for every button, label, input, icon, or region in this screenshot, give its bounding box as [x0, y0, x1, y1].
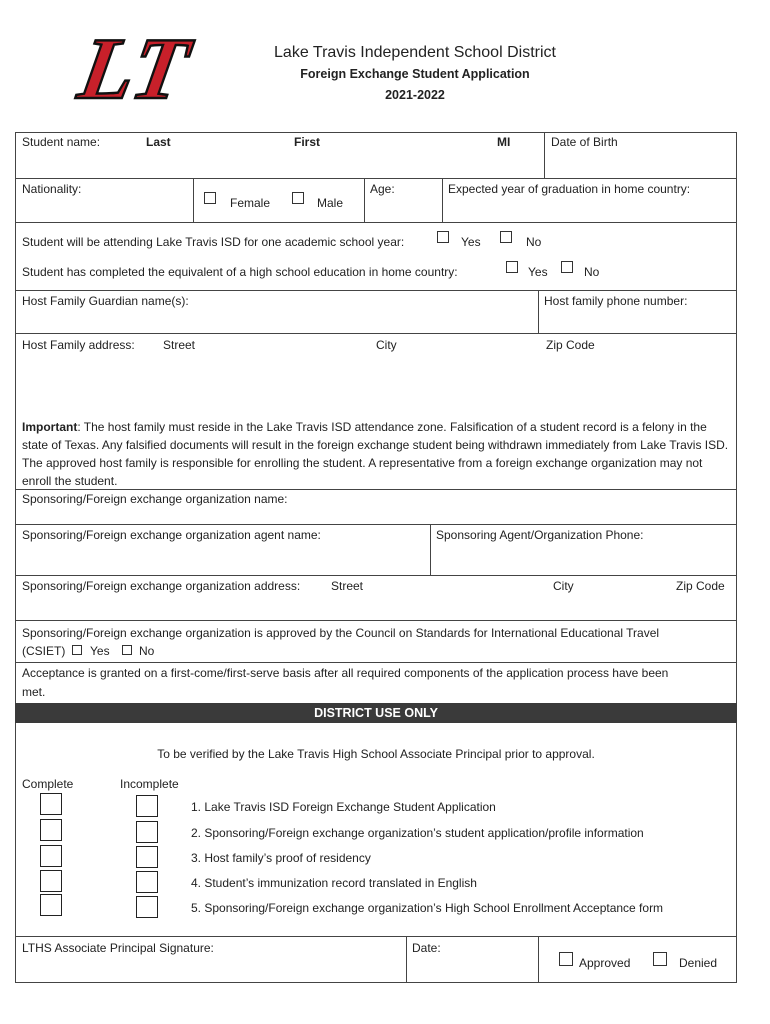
district-use-banner: DISTRICT USE ONLY [15, 703, 737, 723]
acceptance-line-2: met. [22, 685, 46, 699]
high-school-yes-label: Yes [528, 265, 548, 279]
logo-letters: LT [72, 20, 196, 118]
host-guardian-label: Host Family Guardian name(s): [22, 294, 189, 308]
checklist-item-4: 4. Student’s immunization record translated in English [191, 876, 477, 890]
host-address-label: Host Family address: [22, 338, 135, 352]
high-school-no-checkbox[interactable] [561, 261, 573, 273]
sponsor-address-label: Sponsoring/Foreign exchange organization address: [22, 579, 301, 593]
csiet-yes-label: Yes [90, 644, 110, 658]
checklist-item-2: 2. Sponsoring/Foreign exchange organization’s student application/profile information [191, 826, 644, 840]
csiet-no-checkbox[interactable] [122, 645, 132, 655]
principal-signature-label: LTHS Associate Principal Signature: [22, 941, 214, 955]
host-phone-label: Host family phone number: [544, 294, 688, 308]
academic-year-no-label: No [526, 235, 542, 249]
approved-checkbox[interactable] [559, 952, 573, 966]
approved-label: Approved [579, 956, 631, 970]
incomplete-column-label: Incomplete [120, 777, 179, 791]
sponsor-city-label: City [553, 579, 574, 593]
logo-graphic [72, 18, 204, 118]
last-name-label: Last [146, 135, 171, 149]
csiet-abbreviation: (CSIET) [22, 644, 66, 658]
item-3-incomplete-checkbox[interactable] [136, 846, 158, 868]
sponsor-agent-name-label: Sponsoring/Foreign exchange organization agent name: [22, 528, 321, 542]
form-year: 2021-2022 [385, 88, 445, 102]
checklist-item-1: 1. Lake Travis ISD Foreign Exchange Student Application [191, 800, 496, 814]
item-5-complete-checkbox[interactable] [40, 894, 62, 916]
verification-note: To be verified by the Lake Travis High School Associate Principal prior to approval. [157, 747, 595, 761]
academic-year-yes-checkbox[interactable] [437, 231, 449, 243]
important-text: : The host family must reside in the Lake Travis ISD attendance zone. Falsification of a student record is a felony in the state of Texas. Any falsified documents will result in the foreign exchange student being withdrawn immediately from Lake Travis ISD. The approved host family is responsible for enrolling the student. A representative from a foreign exchange organization may not enroll the student. [22, 420, 729, 488]
csiet-yes-checkbox[interactable] [72, 645, 82, 655]
date-of-birth-label: Date of Birth [551, 135, 618, 149]
sponsor-agent-phone-label: Sponsoring Agent/Organization Phone: [436, 528, 644, 542]
item-2-complete-checkbox[interactable] [40, 819, 62, 841]
item-2-incomplete-checkbox[interactable] [136, 821, 158, 843]
middle-initial-label: MI [497, 135, 511, 149]
checklist-item-3: 3. Host family’s proof of residency [191, 851, 371, 865]
host-street-label: Street [163, 338, 196, 352]
female-label: Female [230, 196, 271, 210]
complete-column-label: Complete [22, 777, 74, 791]
sponsor-org-name-label: Sponsoring/Foreign exchange organization name: [22, 492, 288, 506]
signature-date-label: Date: [412, 941, 441, 955]
academic-year-yes-label: Yes [461, 235, 481, 249]
important-heading: Important [22, 420, 78, 434]
item-1-incomplete-checkbox[interactable] [136, 795, 158, 817]
high-school-no-label: No [584, 265, 600, 279]
host-city-label: City [376, 338, 397, 352]
district-logo [72, 18, 204, 118]
male-label: Male [317, 196, 344, 210]
host-zip-label: Zip Code [546, 338, 595, 352]
denied-checkbox[interactable] [653, 952, 667, 966]
academic-year-no-checkbox[interactable] [500, 231, 512, 243]
high-school-question: Student has completed the equivalent of a high school education in home country: [22, 265, 458, 279]
male-checkbox[interactable] [292, 192, 304, 204]
checklist-item-5: 5. Sponsoring/Foreign exchange organization’s High School Enrollment Acceptance form [191, 901, 664, 915]
sponsor-street-label: Street [331, 579, 364, 593]
csiet-no-label: No [139, 644, 155, 658]
graduation-year-label: Expected year of graduation in home country: [448, 182, 691, 196]
item-1-complete-checkbox[interactable] [40, 793, 62, 815]
acceptance-line-1: Acceptance is granted on a first-come/first-serve basis after all required components of the application process have been [22, 666, 669, 680]
academic-year-question: Student will be attending Lake Travis ISD for one academic school year: [22, 235, 405, 249]
denied-label: Denied [679, 956, 718, 970]
csiet-statement: Sponsoring/Foreign exchange organization is approved by the Council on Standards for International Educational Travel [22, 626, 660, 640]
student-name-label: Student name: [22, 135, 101, 149]
item-4-complete-checkbox[interactable] [40, 870, 62, 892]
female-checkbox[interactable] [204, 192, 216, 204]
nationality-label: Nationality: [22, 182, 82, 196]
sponsor-zip-label: Zip Code [676, 579, 725, 593]
item-4-incomplete-checkbox[interactable] [136, 871, 158, 893]
form-title: Foreign Exchange Student Application [300, 67, 530, 81]
district-name: Lake Travis Independent School District [274, 44, 556, 61]
item-5-incomplete-checkbox[interactable] [136, 896, 158, 918]
age-label: Age: [370, 182, 395, 196]
high-school-yes-checkbox[interactable] [506, 261, 518, 273]
item-3-complete-checkbox[interactable] [40, 845, 62, 867]
first-name-label: First [294, 135, 321, 149]
important-notice [22, 418, 734, 490]
